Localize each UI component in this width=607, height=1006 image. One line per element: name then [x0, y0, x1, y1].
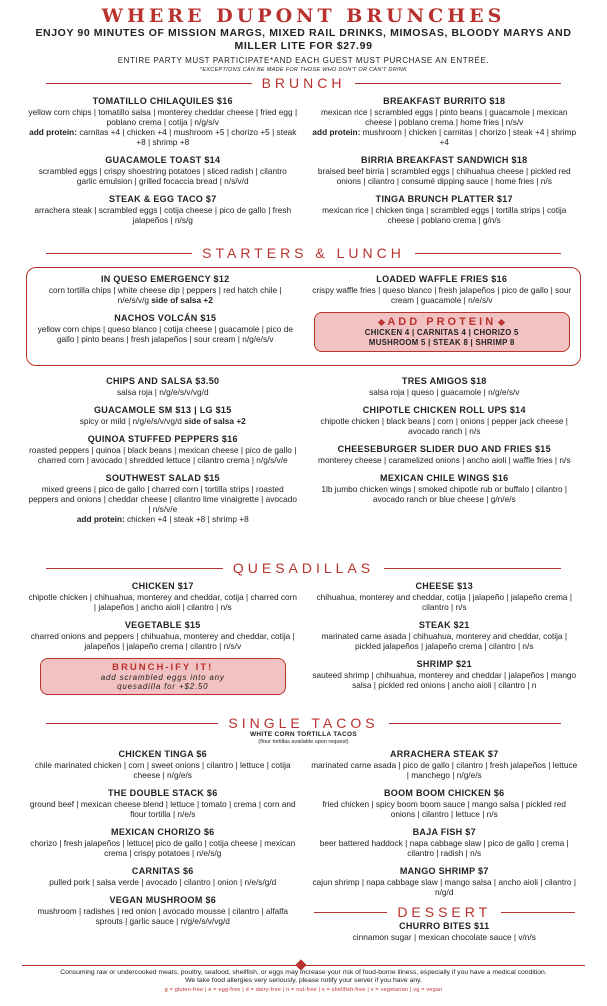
tacos-subnote: (flour tortillas available upon request)	[258, 739, 349, 745]
menu-item	[304, 826, 586, 858]
item-desc: cinnamon sugar | mexican chocolate sauce | v/n/s	[352, 932, 536, 942]
divider	[355, 83, 561, 84]
item-desc-text: charred onions and peppers | chihuahua, monterey and cheddar, cotija | jalapeños | jalapeño crema | cilantro | n/s/v	[30, 631, 295, 651]
item-desc-text: salsa roja | n/g/e/s/v/vg/d	[116, 387, 209, 397]
menu-item	[22, 826, 304, 858]
tacos-subtitle-block	[0, 731, 607, 746]
item-desc	[310, 285, 575, 305]
section-starters	[46, 245, 561, 261]
item-desc	[310, 670, 580, 690]
menu-item	[22, 472, 304, 524]
item-list	[304, 273, 581, 305]
item-desc	[310, 455, 580, 465]
item-extra-label: add protein:	[29, 127, 78, 137]
item-desc	[28, 205, 298, 225]
item-name: CHIPOTLE CHICKEN ROLL UPS $14	[362, 405, 526, 415]
promo-text: ENJOY 90 MINUTES OF MISSION MARGS, MIXED RAIL DRINKS, MIMOSAS, BLOODY MARYS AND MILLER LITE FOR $27.99	[35, 27, 572, 52]
item-name: TOMATILLO CHILAQUILES $16	[92, 96, 233, 106]
tacos-menu	[0, 748, 607, 949]
item-desc	[28, 906, 298, 926]
item-name: MANGO SHRIMP $7	[399, 866, 489, 876]
diamond-icon	[498, 319, 505, 326]
item-desc-text: pulled pork | salsa verde | avocado | cilantro | onion | n/e/s/g/d	[49, 877, 277, 887]
item-desc	[28, 484, 298, 524]
item-extra: chicken +4 | steak +8 | shrimp +8	[124, 514, 249, 524]
item-name: VEGETABLE $15	[124, 620, 201, 630]
item-desc-text: chile marinated chicken | corn | sweet onions | cilantro | lettuce | cotija cheese | n/g/e/s	[34, 760, 291, 780]
menu-item	[22, 375, 304, 397]
item-desc	[33, 324, 298, 344]
divider	[314, 912, 388, 913]
item-desc	[310, 838, 580, 858]
menu-item	[304, 154, 586, 186]
menu-item	[304, 404, 586, 436]
menu-item	[304, 472, 586, 504]
section-title: DESSERT	[397, 904, 492, 920]
brunchify-line: add scrambled eggs into any	[100, 673, 225, 682]
item-desc	[310, 166, 580, 186]
item-desc-text: marinated carne asada | chihuahua, monterey and cheddar, cotija | pickled jalapeños | jalapeño crema | cilantro | n/s	[321, 631, 568, 651]
item-name: CHEESEBURGER SLIDER DUO AND FRIES $15	[337, 444, 551, 454]
col-left	[22, 375, 304, 560]
item-desc	[310, 484, 580, 504]
section-title: STARTERS & LUNCH	[202, 245, 405, 261]
item-desc-text: scrambled eggs | crispy shoestring potatoes | sliced radish | cilantro garlic emulsion | grilled focaccia bread | n/s/v/d	[38, 166, 287, 186]
starters-box-cols	[27, 273, 580, 352]
col-left	[22, 580, 304, 715]
item-desc	[310, 631, 580, 651]
item-name: STEAK $21	[418, 620, 470, 630]
add-protein-line: CHICKEN 4 | CARNITAS 4 | CHORIZO 5	[364, 328, 519, 337]
col-right	[304, 95, 586, 245]
menu-item	[304, 580, 586, 612]
item-desc	[28, 838, 298, 858]
item-name: CHURRO BITES $11	[399, 921, 490, 931]
item-extra-label: side of salsa +2	[184, 416, 246, 426]
item-extra-label: add protein:	[312, 127, 361, 137]
item-desc	[28, 799, 298, 819]
menu-item	[22, 404, 304, 426]
item-desc-text: roasted peppers | quinoa | black beans | mexican cheese | pico de gallo | charred corn | avocado | shredded lettuce | cilantro crema | n/g/s/v/e	[29, 445, 297, 465]
item-desc	[310, 760, 580, 780]
menu-item	[22, 154, 304, 186]
header	[0, 6, 607, 73]
item-desc-text: ground beef | mexican cheese blend | lettuce | tomato | crema | corn and flour tortilla | n/e/s	[29, 799, 296, 819]
menu-item	[304, 375, 586, 397]
item-name: CHIPS AND SALSA $3.50	[106, 376, 220, 386]
quesadillas-menu	[0, 580, 607, 715]
item-name: QUINOA STUFFED PEPPERS $16	[87, 434, 238, 444]
item-desc-text: mexican rice | scrambled eggs | pinto beans | guacamole | mexican cheese | poblano crema | home fries | n/s/v	[320, 107, 568, 127]
item-name: MEXICAN CHILE WINGS $16	[380, 473, 509, 483]
menu-item	[22, 619, 304, 651]
section-dessert	[314, 904, 576, 920]
section-brunch	[46, 75, 561, 91]
item-name: SHRIMP $21	[416, 659, 472, 669]
item-desc-text: beer battered haddock | napa cabbage slaw | pico de gallo | crema | cilantro | radish | n/s	[319, 838, 569, 858]
menu-item	[22, 894, 304, 926]
menu-item	[22, 580, 304, 612]
starters-box	[26, 267, 581, 366]
item-name: LOADED WAFFLE FRIES $16	[376, 274, 508, 284]
col-right	[304, 580, 586, 715]
item-name: NACHOS VOLCÁN $15	[114, 313, 217, 323]
item-name: GUACAMOLE SM $13 | LG $15	[93, 405, 232, 415]
item-desc-text: mixed greens | pico de gallo | charred corn | tortilla strips | roasted peppers and onions | cheddar cheese | cilantro lime vinaigrette | avocado | n/s/v/e	[28, 484, 297, 514]
promo-note: *EXCEPTIONS CAN BE MADE FOR THOSE WHO DON'T OR CAN'T DRINK	[199, 67, 408, 73]
menu-item	[22, 433, 304, 465]
item-desc	[28, 387, 298, 397]
menu-item	[22, 95, 304, 147]
menu-item	[304, 619, 586, 651]
item-desc-text: crispy waffle fries | queso blanco | fresh jalapeños | pico de gallo | sour cream | guacamole | n/e/s/v	[312, 285, 572, 305]
promo-sub: ENTIRE PARTY MUST PARTICIPATE*AND EACH GUEST MUST PURCHASE AN ENTRÉE.	[117, 56, 490, 65]
diamond-icon	[378, 319, 385, 326]
add-protein-label: ADD PROTEIN	[387, 316, 497, 328]
footer-notice: Consuming raw or undercooked meats, poultry, seafood, shellfish, or eggs may increase your risk of food-borne illness, especially if you have a medical condition. We take food allergies very seriously, please notify your server if you have any.	[60, 969, 547, 984]
item-desc-text: sauteed shrimp | chihuahua, monterey and cheddar | jalapeños | mango salsa | pickled red onions | ancho aioli | cilantro | n	[312, 670, 577, 690]
col-left	[22, 748, 304, 949]
section-title: SINGLE TACOS	[228, 715, 379, 731]
divider	[46, 83, 252, 84]
item-extra: carnitas +4 | chicken +4 | mushroom +5 | chorizo +5 | steak +8 | shrimp +8	[77, 127, 297, 147]
menu-item	[304, 443, 586, 465]
item-desc	[33, 285, 298, 305]
item-desc-text: corn tortilla chips | white cheese dip | peppers | red hatch chile | n/e/s/v/g	[48, 285, 282, 305]
divider	[384, 568, 561, 569]
item-desc-text: monterey cheese | caramelized onions | ancho aioli | waffle fries | n/s	[318, 455, 571, 465]
item-name: MEXICAN CHORIZO $6	[111, 827, 215, 837]
brunchify-title: BRUNCH-IFY IT!	[112, 662, 214, 673]
item-name: TRES AMIGOS $18	[401, 376, 487, 386]
item-desc-text: yellow corn chips | queso blanco | cotija cheese | guacamole | pico de gallo | pinto beans | fresh jalapeños | sour cream | n/g/e/s/v	[37, 324, 293, 344]
item-desc	[310, 799, 580, 819]
menu-item	[304, 865, 586, 897]
item-desc-text: cajun shrimp | napa cabbage slaw | mango salsa | ancho aioli | cilantro | n/g/d	[312, 877, 576, 897]
brunchify-box	[40, 658, 286, 695]
item-desc	[28, 631, 298, 651]
menu-item	[22, 193, 304, 225]
tacos-subtitle: WHITE CORN TORTILLA TACOS	[249, 731, 358, 738]
menu-item	[304, 748, 586, 780]
col-right	[304, 375, 586, 560]
item-desc	[28, 416, 298, 426]
section-tacos	[46, 715, 561, 731]
item-desc	[310, 877, 580, 897]
menu-item	[304, 273, 581, 305]
item-name: CHICKEN TINGA $6	[118, 749, 207, 759]
section-quesadillas	[46, 560, 561, 576]
item-name: BOOM BOOM CHICKEN $6	[383, 788, 505, 798]
menu-item	[22, 865, 304, 887]
add-protein-line: MUSHROOM 5 | STEAK 8 | SHRIMP 8	[368, 338, 515, 347]
item-desc-text: spicy or mild | n/g/e/s/v/vg/d	[79, 416, 185, 426]
item-name: TINGA BRUNCH PLATTER $17	[375, 194, 513, 204]
item-desc-text: yellow corn chips | tomatillo salsa | monterey cheddar cheese | fried egg | poblano crema | cotija | n/g/s/v	[28, 107, 298, 127]
item-desc-text: marinated carne asada | pico de gallo | cilantro | fresh jalapeños | lettuce | manchego | n/g/e/s	[311, 760, 578, 780]
item-extra: mushroom | chicken | carnitas | chorizo | steak +4 | shrimp +4	[360, 127, 577, 147]
item-name: BAJA FISH $7	[412, 827, 476, 837]
section-title: BRUNCH	[261, 75, 346, 91]
add-protein-box	[314, 312, 571, 352]
item-desc	[310, 592, 580, 612]
item-desc	[310, 107, 580, 147]
item-desc	[28, 445, 298, 465]
item-name: CHICKEN $17	[131, 581, 194, 591]
section-title: QUESADILLAS	[232, 560, 375, 576]
item-name: ARRACHERA STEAK $7	[389, 749, 499, 759]
item-desc	[28, 760, 298, 780]
item-name: VEGAN MUSHROOM $6	[109, 895, 217, 905]
item-desc	[28, 592, 298, 612]
col-right	[304, 748, 586, 949]
item-list	[22, 580, 304, 651]
item-name: SOUTHWEST SALAD $15	[105, 473, 220, 483]
divider	[415, 253, 561, 254]
item-name: STEAK & EGG TACO $7	[108, 194, 217, 204]
item-desc	[310, 416, 580, 436]
dessert-item	[304, 920, 586, 942]
menu-item	[304, 787, 586, 819]
item-desc	[28, 166, 298, 186]
page-title: WHERE DUPONT BRUNCHES	[101, 5, 506, 27]
item-desc-text: salsa roja | queso | guacamole | n/g/e/s/v	[369, 387, 520, 397]
divider	[501, 912, 575, 913]
starters-menu	[0, 375, 607, 560]
divider	[389, 723, 561, 724]
item-desc-text: 1lb jumbo chicken wings | smoked chipotle rub or buffalo | cilantro | avocado ranch or blue cheese | g/n/e/s	[321, 484, 568, 504]
divider	[46, 253, 192, 254]
divider	[46, 568, 223, 569]
col-left	[22, 95, 304, 245]
menu-item	[27, 312, 304, 344]
brunchify-line: quesadilla for +$2.50	[117, 682, 209, 691]
item-extra-label: side of salsa +2	[151, 295, 213, 305]
menu-item	[304, 95, 586, 147]
item-desc	[28, 877, 298, 887]
item-desc	[310, 205, 580, 225]
item-desc-text: mexican rice | chicken tinga | scrambled eggs | tortilla strips | cotija cheese | poblano crema | g/n/s	[322, 205, 567, 225]
item-name: CHEESE $13	[415, 581, 474, 591]
item-desc-text: chorizo | fresh jalapeños | lettuce| pico de gallo | cotija cheese | mexican crema | crispy potatoes | n/e/s/g	[30, 838, 296, 858]
item-name: BREAKFAST BURRITO $18	[383, 96, 506, 106]
item-desc-text: chipotle chicken | black beans | corn | onions | pepper jack cheese | avocado ranch | n/s	[320, 416, 568, 436]
diet-legend: g = gluten-free | e = egg-free | d = dairy-free | n = nut-free | s = shellfish-free | v = vegetarian | vg = vegan	[164, 987, 443, 993]
item-desc	[310, 387, 580, 397]
divider	[46, 723, 218, 724]
menu-item	[27, 273, 304, 305]
add-protein-title	[319, 316, 566, 328]
item-list	[304, 748, 586, 897]
footer	[0, 959, 607, 993]
col-right	[304, 273, 581, 352]
item-name: THE DOUBLE STACK $6	[107, 788, 218, 798]
menu-item	[304, 658, 586, 690]
item-name: BIRRIA BREAKFAST SANDWICH $18	[361, 155, 528, 165]
item-name: IN QUESO EMERGENCY $12	[101, 274, 230, 284]
item-desc	[28, 107, 298, 147]
item-name: GUACAMOLE TOAST $14	[105, 155, 221, 165]
item-desc-text: mushroom | radishes | red onion | avocado mousse | cilantro | alfalfa sprouts | garlic sauce | n/g/e/s/v/vg/d	[37, 906, 289, 926]
item-desc-text: arrachera steak | scrambled eggs | cotija cheese | pico de gallo | fresh jalapeños | n/s/g	[34, 205, 292, 225]
menu-item	[304, 193, 586, 225]
col-left	[27, 273, 304, 352]
item-desc-text: braised beef birria | scrambled eggs | chihuahua cheese | pickled red onions | cilantro | consumé dipping sauce | home fries | n/s	[317, 166, 571, 186]
brunch-menu	[0, 95, 607, 245]
menu-item	[22, 748, 304, 780]
item-desc-text: fried chicken | spicy boom boom sauce | mango salsa | pickled red onions | cilantro | lettuce | n/s	[322, 799, 566, 819]
item-extra-label: add protein:	[76, 514, 125, 524]
item-name: CARNITAS $6	[131, 866, 194, 876]
item-desc-text: chihuahua, monterey and cheddar, cotija | jalapeño | jalapeño crema | cilantro | n/s	[316, 592, 573, 612]
item-desc-text: chipotle chicken | chihuahua, monterey and cheddar, cotija | charred corn | jalapeños | ancho aioli | cilantro | n/s	[28, 592, 298, 612]
menu-item	[22, 787, 304, 819]
